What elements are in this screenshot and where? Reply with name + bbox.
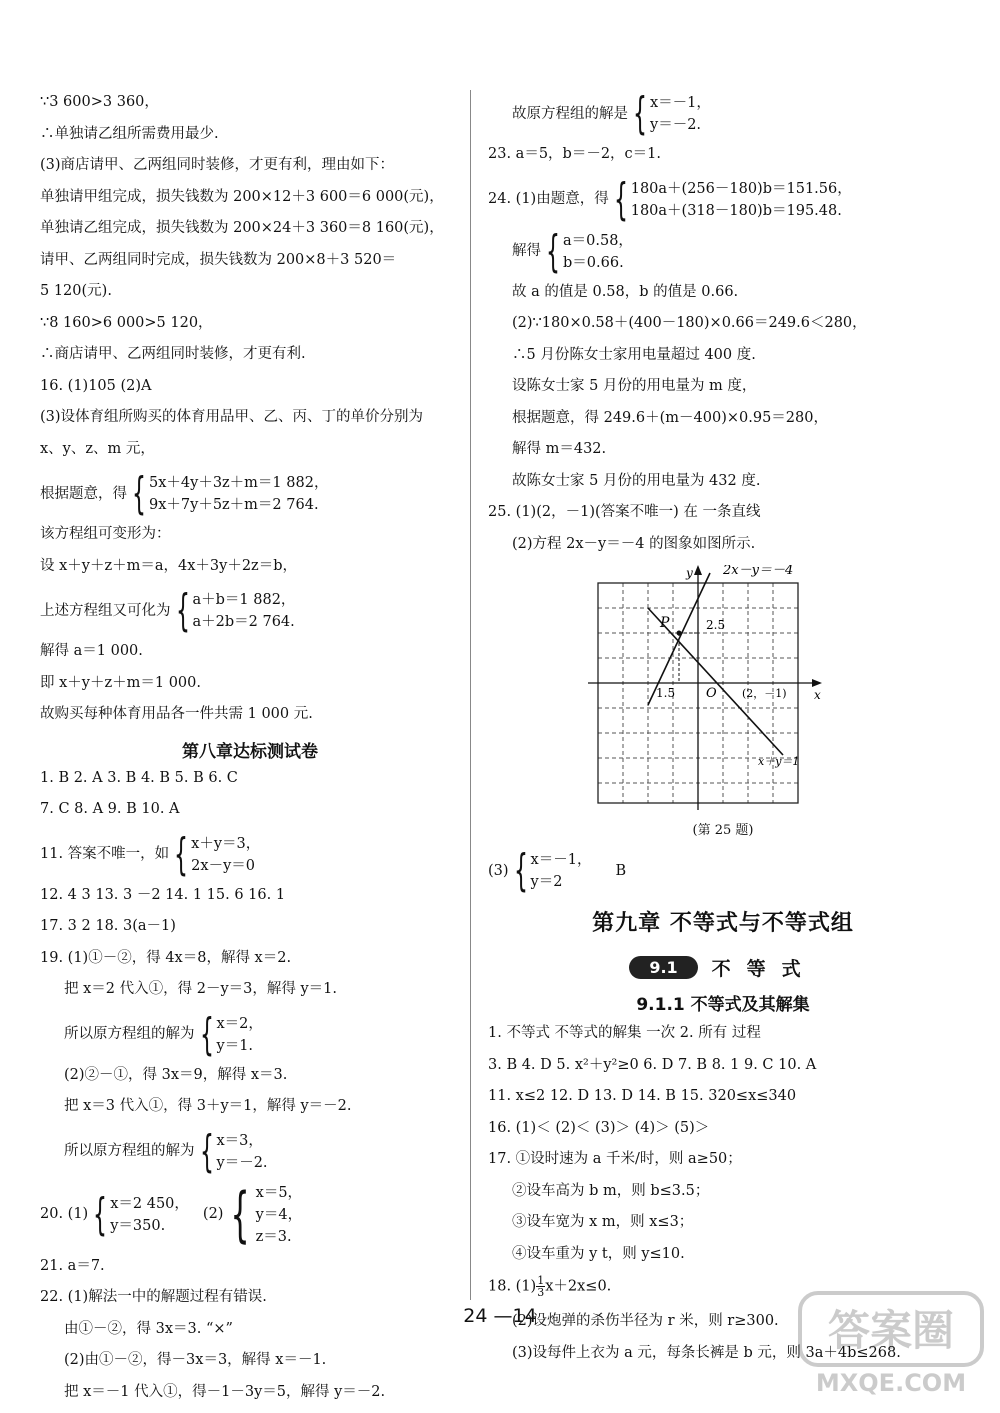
line-label: 2x－y＝－4	[722, 565, 793, 578]
equation-system	[40, 1130, 460, 1174]
text-line: 即 x＋y＋z＋m＝1 000.	[40, 673, 460, 705]
y-arrow-icon	[694, 565, 702, 575]
equation: 180a＋(318－180)b＝195.48.	[631, 200, 852, 222]
text-line: (3)设体育组所购买的体育用品甲、乙、丙、丁的单价分别为	[40, 407, 460, 439]
text-line: 根据题意，得 249.6＋(m－400)×0.95＝280，	[488, 408, 958, 440]
graph-svg	[488, 565, 958, 815]
point-label: (2，－1)	[742, 687, 787, 700]
line-graph	[488, 565, 958, 835]
brace-icon: {	[614, 180, 628, 220]
equation-system	[40, 833, 460, 877]
text-line: 故 a 的值是 0.58，b 的值是 0.66.	[488, 282, 958, 314]
equation: 9x＋7y＋5z＋m＝2 764.	[149, 494, 328, 516]
equation: a＋b＝1 882，	[193, 589, 296, 611]
text-line: 单独请乙组完成，损失钱数为 200×24＋3 360＝8 160(元)，	[40, 218, 460, 250]
equation-system	[488, 178, 958, 222]
chapter-title: 第九章 不等式与不等式组	[488, 901, 958, 947]
column-divider	[470, 90, 471, 1300]
equation: x＝－1，	[650, 92, 711, 114]
brace-icon: {	[633, 94, 647, 134]
text-line: ∴5 月份陈女士家用电量超过 400 度.	[488, 345, 958, 377]
x-axis-label: x	[814, 688, 821, 702]
text-line: 把 x＝3 代入①，得 3＋y＝1，解得 y＝－2.	[40, 1096, 460, 1128]
system-label: (2)	[203, 1204, 224, 1225]
equation: a＝0.58，	[563, 230, 633, 252]
answer-line: 7. C 8. A 9. B 10. A	[40, 799, 460, 831]
answer-line: ②设车高为 b m，则 b≤3.5；	[488, 1181, 958, 1213]
text-line: 19. (1)①－②，得 4x＝8，解得 x＝2.	[40, 948, 460, 980]
system-label: 11. 答案不唯一，如	[40, 844, 169, 865]
answer-line: 1. B 2. A 3. B 4. B 5. B 6. C	[40, 768, 460, 800]
svg-text:MXQE.COM: MXQE.COM	[816, 1369, 966, 1397]
equation: z＝3.	[256, 1226, 302, 1248]
system-label: 20. (1)	[40, 1204, 88, 1225]
text-line: ∵8 160>6 000>5 120，	[40, 313, 460, 345]
equation: y＝－2.	[650, 114, 711, 136]
fraction	[536, 1275, 545, 1298]
section-header	[488, 947, 958, 987]
equation: 5x＋4y＋3z＋m＝1 882，	[149, 472, 328, 494]
value-label: 2.5	[706, 618, 725, 632]
section-badge: 9.1	[629, 956, 697, 979]
equation: y＝－2.	[217, 1152, 268, 1174]
text-line: 请甲、乙两组同时完成，损失钱数为 200×8＋3 520＝	[40, 250, 460, 282]
equation-system	[488, 92, 958, 136]
text-line: 故购买每种体育用品各一件共需 1 000 元.	[40, 704, 460, 736]
answer-line: ③设车宽为 x m，则 x≤3；	[488, 1212, 958, 1244]
text-line: 解得 m＝432.	[488, 439, 958, 471]
left-column	[40, 92, 460, 1413]
text-line: 23. a＝5，b＝－2，c＝1.	[488, 144, 958, 176]
equation: a＋2b＝2 764.	[193, 611, 296, 633]
answer-line: 17. 3 2 18. 3(a－1)	[40, 916, 460, 948]
text-line: (2)方程 2x－y＝－4 的图象如图所示.	[488, 534, 958, 566]
value-label: 1.5	[656, 686, 675, 700]
text-line: 设 x＋y＋z＋m＝a，4x＋3y＋2z＝b，	[40, 556, 460, 588]
fraction-denominator: 3	[536, 1287, 545, 1298]
text-line: 22. (1)解法一中的解题过程有错误.	[40, 1287, 460, 1319]
answer-prefix: 18. (1)	[488, 1279, 536, 1295]
point-label: P	[659, 615, 670, 631]
text-line: 解得 a＝1 000.	[40, 641, 460, 673]
equation: x＋y＝3，	[191, 833, 260, 855]
text-line: ∴单独请乙组所需费用最少.	[40, 124, 460, 156]
text-line: 设陈女士家 5 月份的用电量为 m 度，	[488, 376, 958, 408]
subsection-title: 9.1.1 不等式及其解集	[488, 987, 958, 1023]
brace-icon: {	[200, 1132, 214, 1172]
text-line: (2)∵180×0.58＋(400－180)×0.66＝249.6＜280，	[488, 313, 958, 345]
answer-line: 1. 不等式 不等式的解集 一次 2. 所有 过程	[488, 1023, 958, 1055]
equation: x＝3，	[217, 1130, 268, 1152]
equation: x＝2 450，	[110, 1193, 189, 1215]
watermark-logo	[796, 1289, 986, 1399]
svg-text:答案圈: 答案圈	[828, 1306, 954, 1355]
brace-icon: {	[514, 851, 528, 891]
equation: y＝2	[531, 871, 592, 893]
brace-icon: {	[93, 1195, 107, 1235]
answer-line: 12. 4 3 13. 3 －2 14. 1 15. 6 16. 1	[40, 885, 460, 917]
equation-system	[40, 1013, 460, 1057]
equation: 180a＋(256－180)b＝151.56，	[631, 178, 852, 200]
brace-icon: {	[174, 835, 188, 875]
text-line: 该方程组可变形为：	[40, 524, 460, 556]
equation: y＝350.	[110, 1215, 189, 1237]
equation-system	[40, 472, 460, 516]
text-line: 21. a＝7.	[40, 1256, 460, 1288]
text-line: ∵3 600>3 360，	[40, 92, 460, 124]
text-line: (3)商店请甲、乙两组同时装修，才更有利，理由如下：	[40, 155, 460, 187]
right-column	[488, 92, 958, 1374]
system-label: 上述方程组又可化为	[40, 601, 171, 622]
text-line: (2)②－①，得 3x＝9，解得 x＝3.	[40, 1065, 460, 1097]
system-label: 24. (1)由题意，得	[488, 189, 609, 210]
text-line: 把 x＝2 代入①，得 2－y＝3，解得 y＝1.	[40, 979, 460, 1011]
fraction-numerator: 1	[536, 1275, 545, 1287]
equation-system	[40, 589, 460, 633]
figure-caption: (第 25 题)	[488, 819, 958, 843]
brace-icon: {	[231, 1195, 250, 1235]
text-line: 5 120(元).	[40, 281, 460, 313]
answer-line: (3)设每件上衣为 a 元，每条长裤是 b 元，则 3a＋4b≤268.	[488, 1343, 958, 1375]
point-P	[677, 631, 682, 636]
brace-icon: {	[200, 1015, 214, 1055]
text-line: 25. (1)(2，－1)(答案不唯一) 在 一条直线	[488, 502, 958, 534]
system-label: 故原方程组的解是	[512, 104, 628, 125]
system-label: 根据题意，得	[40, 484, 127, 505]
brace-icon: {	[132, 474, 146, 514]
text-line: 把 x＝－1 代入①，得－1－3y＝5，解得 y＝－2.	[40, 1382, 460, 1413]
answer-line: 17. ①设时速为 a 千米/时，则 a≥50；	[488, 1149, 958, 1181]
equation: b＝0.66.	[563, 252, 633, 274]
text-line: (2)由①－②，得－3x＝3，解得 x＝－1.	[40, 1350, 460, 1382]
equation: x＝2，	[217, 1013, 263, 1035]
page-number: 24 —14	[0, 1305, 1000, 1327]
answer-suffix: x＋2x≤0.	[545, 1279, 611, 1295]
section-title: 第八章达标测试卷	[40, 736, 460, 768]
answer-line: 11. x≤2 12. D 13. D 14. B 15. 320≤x≤340	[488, 1086, 958, 1118]
text-line: 单独请甲组完成，损失钱数为 200×12＋3 600＝6 000(元)，	[40, 187, 460, 219]
text-line: 由①－②，得 3x＝3. “×”	[40, 1319, 460, 1351]
y-axis-label: y	[685, 566, 693, 580]
system-label: (3)	[488, 861, 509, 882]
text-line: 故陈女士家 5 月份的用电量为 432 度.	[488, 471, 958, 503]
section-title: 不等式	[712, 954, 817, 981]
equation-system	[488, 230, 958, 274]
x-arrow-icon	[812, 679, 822, 687]
brace-icon: {	[176, 591, 190, 631]
system-label: 所以原方程组的解为	[64, 1024, 195, 1045]
text-line: x、y、z、m 元，	[40, 439, 460, 471]
answer-choice: B	[615, 861, 626, 882]
answer-line: 16. (1)＜ (2)＜ (3)＞ (4)＞ (5)＞	[488, 1118, 958, 1150]
text-line: 16. (1)105 (2)A	[40, 376, 460, 408]
equation: y＝4，	[256, 1204, 302, 1226]
origin-label: O	[706, 686, 717, 701]
equation-system	[488, 849, 958, 893]
line-label: x＋y＝1	[758, 755, 799, 768]
system-label: 解得	[512, 241, 541, 262]
equation: 2x－y＝0	[191, 855, 260, 877]
equation: x＝－1，	[531, 849, 592, 871]
answer-line: 3. B 4. D 5. x²＋y²≥0 6. D 7. B 8. 1 9. C 10. A	[488, 1055, 958, 1087]
answer-line: (2)设炮弹的杀伤半径为 r 米，则 r≥300.	[488, 1311, 958, 1343]
text-line: ∴商店请甲、乙两组同时装修，才更有利.	[40, 344, 460, 376]
system-label: 所以原方程组的解为	[64, 1141, 195, 1162]
equation-system	[40, 1182, 460, 1248]
equation: y＝1.	[217, 1035, 263, 1057]
brace-icon: {	[546, 232, 560, 272]
equation: x＝5，	[256, 1182, 302, 1204]
answer-line: ④设车重为 y t，则 y≤10.	[488, 1244, 958, 1276]
